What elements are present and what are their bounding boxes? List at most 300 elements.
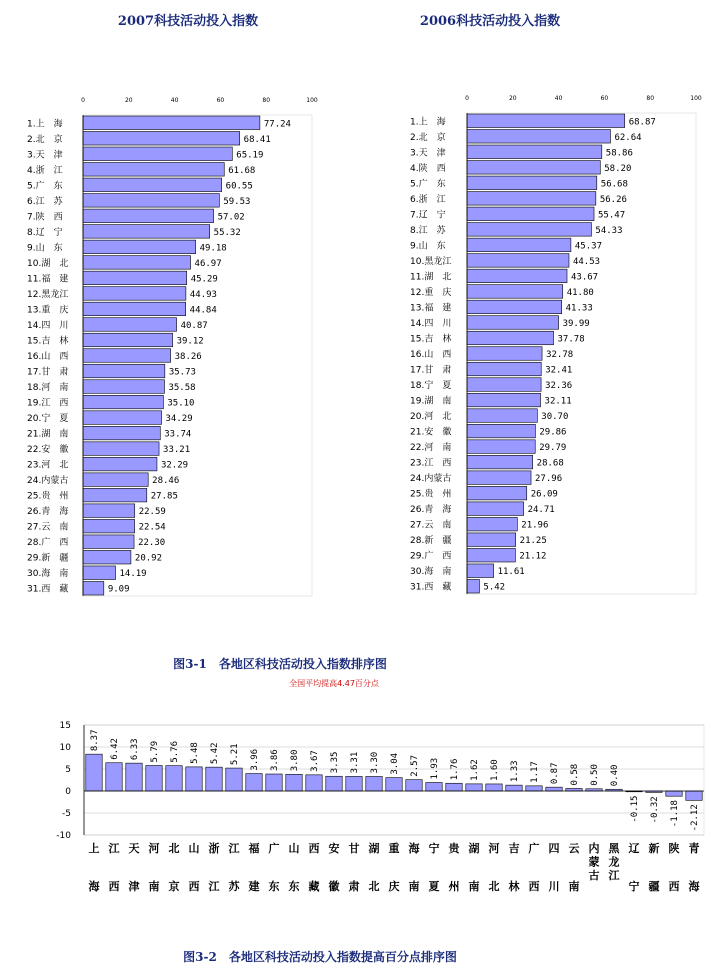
data-label: 40.87 (180, 320, 208, 331)
bar (467, 192, 596, 206)
bar (266, 774, 282, 791)
category-label: 3.天 津 (27, 150, 63, 161)
category-label: 湖 (468, 842, 480, 855)
category-label: 内 (588, 842, 600, 855)
category-label: 12.重 庆 (410, 287, 452, 298)
x-tick-label: 60 (216, 97, 225, 104)
bar (467, 579, 479, 593)
bar (246, 774, 262, 791)
bar (83, 473, 148, 487)
y-tick-label: -5 (62, 809, 71, 819)
category-label: 云 (568, 842, 580, 855)
category-label: 西 (108, 880, 120, 893)
bar (466, 784, 482, 791)
data-label: 6.33 (130, 738, 140, 761)
category-label: 甘 (348, 842, 360, 855)
bar (326, 776, 342, 791)
bar (446, 783, 462, 791)
category-label: 31.西 藏 (410, 582, 452, 593)
data-label: 9.09 (107, 584, 130, 595)
category-label: 江 (108, 842, 120, 855)
bar (83, 225, 210, 239)
category-label: 东 (268, 880, 280, 893)
bar (186, 767, 202, 791)
data-label: 29.79 (539, 443, 567, 454)
category-label: 7.陕 西 (27, 212, 63, 223)
data-label: 58.86 (605, 148, 633, 159)
data-label: 45.29 (190, 274, 218, 285)
data-label: 30.70 (541, 412, 569, 423)
data-label: 41.80 (566, 287, 594, 298)
data-label: 44.53 (572, 256, 601, 267)
category-label: 28.广 西 (27, 538, 69, 549)
category-label: 林 (508, 880, 520, 893)
bar (83, 318, 177, 332)
bar (467, 161, 600, 175)
data-label: 58.20 (604, 163, 632, 174)
bar (83, 132, 240, 146)
bar (306, 775, 322, 791)
data-label: 49.18 (199, 243, 227, 254)
data-label: 24.71 (527, 505, 555, 516)
bar (126, 763, 142, 791)
data-label: -2.12 (690, 804, 700, 832)
bar (83, 442, 159, 456)
category-label: 津 (128, 880, 140, 893)
category-label: 山 (188, 842, 200, 855)
data-label: 29.86 (539, 427, 567, 438)
data-label: 60.55 (225, 181, 253, 192)
bar (426, 783, 442, 791)
bar (526, 786, 542, 791)
category-label: 1.上 海 (410, 117, 446, 128)
category-label: 23.河 北 (27, 460, 69, 471)
category-label: 29.新 疆 (27, 553, 69, 564)
category-label: 疆 (648, 880, 660, 893)
bar (83, 163, 224, 177)
category-label: 13.重 庆 (27, 305, 69, 316)
bar (506, 785, 522, 791)
category-label: 19.湖 南 (410, 396, 452, 407)
data-label: 62.64 (614, 132, 642, 143)
bar (226, 768, 242, 791)
data-label: 38.26 (174, 352, 202, 362)
y-tick-label: 5 (65, 765, 71, 775)
category-label: 7.辽 宁 (410, 210, 446, 221)
data-label: 41.33 (565, 303, 593, 314)
category-label: 建 (248, 880, 260, 893)
bar (83, 411, 162, 425)
category-label: 广 (528, 842, 540, 855)
category-label: 海 (688, 880, 700, 893)
bar (83, 457, 157, 471)
data-label: 21.12 (519, 551, 547, 562)
bar (83, 380, 164, 394)
data-label: 3.04 (390, 752, 400, 775)
x-tick-label: 100 (306, 97, 318, 104)
bar (83, 395, 163, 409)
data-label: 33.74 (164, 429, 192, 440)
bar (467, 331, 554, 345)
x-tick-label: 80 (646, 95, 655, 102)
bar (467, 300, 562, 314)
category-label: 15.吉 林 (410, 334, 452, 345)
category-label: 29.广 西 (410, 551, 452, 562)
data-label: 5.48 (190, 742, 200, 764)
category-label: 西 (668, 880, 680, 893)
category-label: 6.江 苏 (27, 196, 63, 207)
data-label: 44.84 (189, 305, 217, 316)
category-label: 河 (148, 842, 160, 855)
data-label: 3.96 (250, 748, 260, 771)
data-label: -0.15 (630, 795, 640, 823)
bar (83, 535, 134, 549)
chart-2007-title: 2007科技活动投入指数 (117, 14, 259, 29)
data-label: 1.93 (430, 757, 440, 780)
bar (467, 533, 516, 547)
category-label: 8.辽 宁 (27, 227, 63, 238)
category-label: 天 (128, 842, 140, 855)
bar (83, 256, 191, 270)
category-label: 9.山 东 (27, 243, 63, 254)
data-label: 0.58 (570, 763, 580, 786)
bar (83, 116, 260, 130)
data-label: 11.61 (497, 567, 525, 578)
bar (83, 504, 135, 518)
category-label: 福 (248, 842, 260, 855)
bar (486, 784, 502, 791)
data-label: 77.24 (263, 119, 291, 130)
data-label: 3.30 (370, 751, 380, 774)
category-label: 贵 (448, 842, 460, 855)
category-label: 四 (548, 842, 560, 855)
category-label: 26.青 海 (27, 507, 69, 518)
data-label: 68.41 (243, 134, 271, 145)
data-label: 43.67 (571, 272, 599, 283)
data-label: 3.86 (270, 749, 280, 772)
bar (83, 302, 186, 316)
figure-3-2-caption: 图3-2 各地区科技活动投入指数提高百分点排序图 (183, 950, 457, 964)
data-label: 0.40 (610, 764, 620, 787)
bar (467, 145, 602, 159)
category-label: 京 (168, 880, 180, 893)
category-label: 肃 (348, 880, 360, 893)
category-label: 南 (148, 880, 160, 893)
data-label: 33.21 (163, 445, 191, 456)
category-label: 海 (408, 842, 420, 855)
category-label: 西 (188, 880, 200, 893)
category-label: 30.海 南 (27, 569, 69, 580)
data-label: 59.53 (223, 196, 251, 207)
bar (546, 787, 562, 791)
category-label: 9.山 东 (410, 241, 446, 252)
data-label: 6.42 (110, 738, 120, 760)
data-label: 0.50 (590, 764, 600, 786)
bar (467, 424, 535, 438)
bar (467, 440, 535, 454)
data-label: 35.58 (168, 383, 196, 394)
data-label: 22.59 (138, 507, 166, 518)
category-label: 东 (288, 880, 300, 893)
category-label: 海 (88, 880, 100, 893)
category-label: 浙 (208, 842, 220, 855)
y-tick-label: 0 (65, 787, 71, 797)
x-tick-label: 80 (262, 97, 271, 104)
category-label: 14.四 川 (27, 320, 69, 331)
data-label: 1.76 (450, 758, 460, 781)
data-label: 57.02 (217, 212, 245, 223)
category-label: 州 (448, 880, 460, 893)
bar (467, 548, 515, 562)
bar (106, 763, 122, 791)
bar (467, 223, 591, 237)
bar (467, 254, 569, 268)
category-label: 10.湖 北 (27, 258, 69, 269)
category-label: 16.山 西 (27, 352, 69, 362)
category-label: 2.北 京 (410, 132, 446, 143)
data-label: 26.09 (530, 489, 558, 500)
category-label: 江 (208, 880, 220, 893)
category-label: 古 (588, 869, 600, 882)
category-label: 27.云 南 (410, 520, 452, 531)
category-label: 31.西 藏 (27, 584, 69, 595)
category-label: 21.安 徽 (410, 427, 452, 438)
bar (686, 791, 702, 800)
category-label: 20.宁 夏 (27, 414, 69, 425)
data-label: 5.42 (483, 582, 506, 593)
data-label: 20.92 (134, 553, 163, 564)
category-label: 南 (408, 880, 420, 893)
data-label: 46.97 (194, 258, 222, 269)
bar (467, 471, 531, 485)
category-label: 庆 (388, 880, 400, 893)
bar (83, 333, 173, 347)
category-label: 11.福 建 (27, 274, 69, 285)
data-label: 68.87 (628, 117, 656, 128)
category-label: 18.宁 夏 (410, 381, 452, 392)
category-label: 藏 (308, 880, 320, 893)
data-label: 3.80 (290, 749, 300, 772)
bar (467, 238, 571, 252)
category-label: 北 (368, 880, 380, 893)
category-label: 南 (468, 880, 480, 893)
category-label: 27.云 南 (27, 522, 69, 533)
category-label: 1.上 海 (27, 119, 63, 130)
data-label: 54.33 (595, 225, 623, 236)
category-label: 24.内蒙古 (27, 476, 69, 487)
category-label: 宁 (428, 842, 440, 855)
data-label: 56.68 (600, 179, 628, 190)
data-label: 45.37 (574, 241, 602, 252)
x-tick-label: 0 (465, 95, 469, 102)
category-label: 河 (488, 842, 500, 855)
data-label: 32.11 (544, 396, 572, 407)
category-label: 南 (568, 880, 580, 893)
bar (467, 486, 527, 500)
data-label: 55.47 (598, 210, 626, 221)
category-label: 8.江 苏 (410, 225, 446, 236)
category-label: 辽 (628, 842, 640, 855)
category-label: 西 (308, 842, 320, 855)
bar (146, 766, 162, 791)
category-label: 北 (488, 880, 500, 893)
category-label: 宁 (628, 880, 640, 893)
category-label: 5.广 东 (410, 179, 446, 190)
data-label: 39.99 (562, 318, 590, 329)
x-tick-label: 60 (600, 95, 609, 102)
data-label: 32.29 (160, 460, 189, 471)
data-label: 65.19 (236, 150, 264, 161)
bar (467, 347, 542, 361)
category-label: 2.北 京 (27, 134, 63, 145)
category-label: 12.黑龙江 (27, 289, 69, 300)
data-label: 39.12 (176, 336, 204, 347)
data-label: 1.17 (530, 761, 540, 783)
bar (467, 517, 517, 531)
chart-2007-index (27, 97, 318, 596)
chart-2006-index (410, 95, 702, 594)
bar (206, 767, 222, 791)
category-label: 江 (228, 842, 240, 855)
figure-3-1-caption: 图3-1 各地区科技活动投入指数排序图 (173, 657, 387, 671)
data-label: -0.32 (650, 796, 660, 824)
data-label: 2.57 (410, 755, 420, 777)
category-label: 苏 (228, 880, 240, 893)
category-label: 北 (168, 842, 180, 855)
data-label: 55.32 (213, 227, 241, 238)
bar (83, 240, 196, 254)
category-label: 4.浙 江 (27, 165, 63, 176)
bar (467, 114, 625, 128)
category-label: 11.湖 北 (410, 272, 452, 283)
y-tick-label: 15 (59, 721, 71, 731)
chart-2006-title: 2006科技活动投入指数 (419, 14, 561, 29)
category-label: 26.青 海 (410, 505, 452, 516)
bar (83, 147, 232, 161)
data-label: 61.68 (228, 165, 256, 176)
data-label: 1.60 (490, 759, 500, 781)
data-label: 28.68 (536, 458, 564, 469)
data-label: 35.73 (168, 367, 196, 378)
category-label: 陕 (668, 842, 680, 855)
bar (366, 776, 382, 791)
bar (346, 776, 362, 791)
bar (386, 778, 402, 791)
data-label: 5.79 (150, 740, 160, 763)
category-label: 19.江 西 (27, 398, 69, 409)
bar (83, 349, 171, 363)
data-label: 8.37 (90, 729, 100, 752)
bar (83, 581, 104, 595)
category-label: 20.河 北 (410, 412, 452, 423)
category-label: 18.河 南 (27, 383, 69, 394)
bar (83, 426, 160, 440)
bar (666, 791, 682, 796)
x-tick-label: 40 (554, 95, 563, 102)
category-label: 黑 (608, 842, 620, 855)
data-label: 21.25 (519, 536, 547, 547)
data-label: -1.18 (670, 800, 680, 828)
data-label: 0.87 (550, 762, 560, 785)
bar (467, 269, 567, 283)
category-label: 安 (328, 842, 340, 855)
data-label: 27.85 (150, 491, 178, 502)
bar (467, 455, 533, 469)
x-tick-label: 100 (690, 95, 702, 102)
data-label: 1.33 (510, 760, 520, 783)
data-label: 3.67 (310, 750, 320, 772)
bar (83, 550, 131, 564)
category-label: 23.江 西 (410, 458, 452, 469)
data-label: 22.54 (138, 522, 166, 533)
category-label: 江 (608, 869, 620, 882)
category-label: 13.福 建 (410, 303, 452, 314)
category-label: 10.黑龙江 (410, 256, 452, 267)
category-label: 5.广 东 (27, 181, 63, 192)
category-label: 徽 (328, 880, 340, 893)
category-label: 22.安 徽 (27, 445, 69, 456)
data-label: 22.30 (138, 538, 166, 549)
bar (467, 316, 559, 330)
bar (83, 209, 214, 223)
data-label: 28.46 (152, 476, 180, 487)
bar (467, 130, 610, 144)
category-label: 山 (288, 842, 300, 855)
data-label: 32.36 (545, 381, 573, 392)
bar (467, 285, 563, 299)
chart-3-subtitle: 全国平均提高4.47百分点 (289, 679, 379, 688)
category-label: 6.浙 江 (410, 194, 446, 205)
category-label: 17.甘 肃 (410, 365, 452, 376)
bar (83, 566, 115, 580)
category-label: 川 (548, 880, 560, 893)
bar (286, 774, 302, 791)
category-label: 4.陕 西 (410, 163, 446, 174)
data-label: 1.62 (470, 759, 480, 781)
category-label: 蒙 (588, 855, 600, 869)
category-label: 14.四 川 (410, 318, 452, 329)
category-label: 25.贵 州 (410, 489, 452, 500)
category-label: 17.甘 肃 (27, 367, 69, 378)
category-label: 龙 (608, 855, 620, 869)
data-label: 44.93 (189, 289, 217, 300)
category-label: 夏 (428, 880, 440, 893)
data-label: 14.19 (119, 569, 147, 580)
category-label: 16.山 西 (410, 350, 452, 360)
category-label: 22.河 南 (410, 443, 452, 454)
category-label: 湖 (368, 842, 380, 855)
x-tick-label: 20 (124, 97, 133, 104)
category-label: 重 (388, 842, 400, 855)
bar (86, 754, 102, 791)
category-label: 24.内蒙古 (410, 474, 452, 485)
x-tick-label: 0 (81, 97, 85, 104)
bar (83, 519, 135, 533)
data-label: 32.41 (545, 365, 573, 376)
data-label: 5.76 (170, 740, 180, 763)
data-label: 37.78 (557, 334, 585, 345)
data-label: 34.29 (165, 414, 193, 425)
category-label: 3.天 津 (410, 148, 446, 159)
data-label: 32.78 (546, 350, 574, 360)
category-label: 15.吉 林 (27, 336, 69, 347)
category-label: 广 (268, 842, 280, 855)
bar (467, 393, 541, 407)
data-label: 27.96 (535, 474, 563, 485)
bar (406, 780, 422, 791)
bar (83, 178, 222, 192)
x-tick-label: 40 (170, 97, 179, 104)
